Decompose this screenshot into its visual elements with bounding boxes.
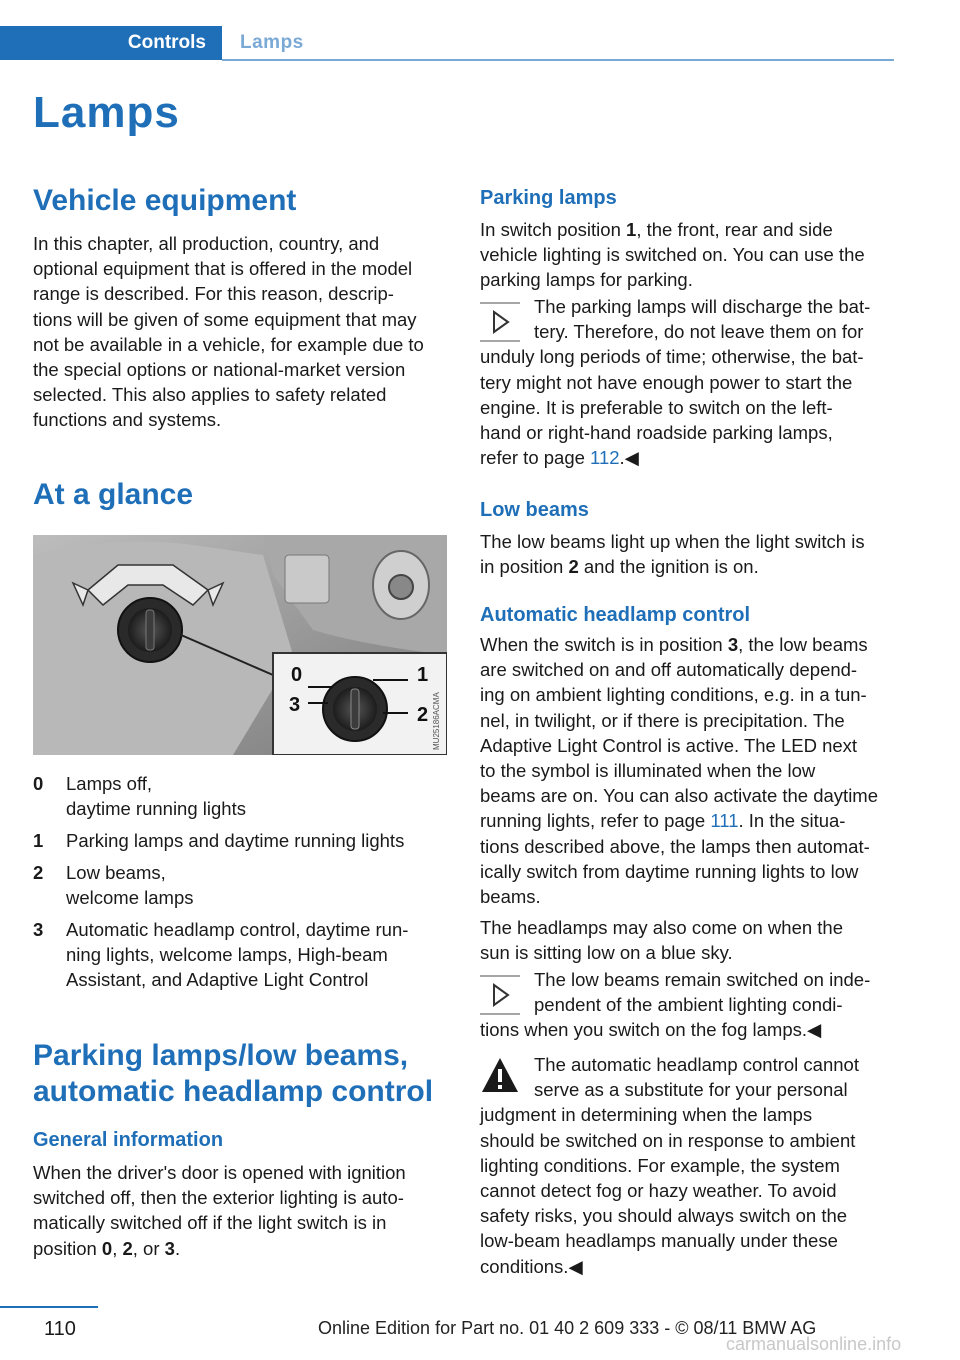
page-link-111[interactable]: 111 bbox=[710, 810, 739, 832]
section-tab-controls[interactable]: Controls bbox=[0, 26, 222, 60]
low-beams-text: The low beams light up when the light switch is in position 2 and the ignition is on. bbox=[480, 531, 865, 578]
watermark: carmanualsonline.info bbox=[726, 1334, 902, 1354]
figure-label-2: 2 bbox=[417, 704, 429, 726]
page-link-112[interactable]: 112 bbox=[590, 447, 620, 469]
legend-num-1: 1 bbox=[33, 830, 44, 851]
heading-general-information: General information bbox=[33, 1129, 224, 1151]
heading-parking-lamps-low-beams: Parking lamps/low beams, automatic headlamp control bbox=[33, 1039, 434, 1108]
figure-label-1: 1 bbox=[417, 664, 429, 686]
page-number: 110 bbox=[44, 1318, 76, 1340]
vehicle-equipment-text: In this chapter, all production, country, and optional equipment that is offered in the model range is described. For this reason, descrip- tions will be given of some equipment that may not be available in a vehicle, for example due to the special options or national-market version selected. This also applies to safety related functions and systems. bbox=[33, 233, 424, 431]
header-rule bbox=[222, 59, 894, 61]
parking-lamps-note: The parking lamps will discharge the bat- tery. Therefore, do not leave them on for unduly long periods of time; otherwise, the bat- tery might not have enough power to start the engine. It is preferable to switch on the left- hand or right-hand roadside parking lamps, refer to page 112.◀ bbox=[480, 296, 871, 469]
fog-lamps-note: The low beams remain switched on inde- pendent of the ambient lighting condi- tions when you switch on the fog lamps.◀ bbox=[480, 969, 871, 1041]
headlamps-low-sun-text: The headlamps may also come on when the sun is sitting low on a blue sky. bbox=[480, 917, 844, 964]
parking-lamps-text: In switch position 1, the front, rear and side vehicle lighting is switched on. You can use the parking lamps for parking. bbox=[480, 219, 865, 291]
light-switch-figure bbox=[33, 535, 447, 755]
legend-num-0: 0 bbox=[33, 773, 44, 794]
light-switch-illustration bbox=[33, 535, 447, 755]
legend-text-0: Lamps off, daytime running lights bbox=[66, 773, 246, 820]
legend-text-3: Automatic headlamp control, daytime run- ning lights, welcome lamps, High-beam Assistant, and Adaptive Light Control bbox=[66, 919, 409, 991]
heading-at-a-glance: At a glance bbox=[33, 478, 194, 511]
heading-automatic-headlamp-control: Automatic headlamp control bbox=[480, 604, 751, 626]
heading-vehicle-equipment: Vehicle equipment bbox=[33, 184, 297, 217]
figure-code: MU25186ACMA bbox=[432, 692, 441, 750]
automatic-headlamp-text: When the switch is in position 3, the low beams are switched on and off automatically depend- ing on ambient lighting conditions, e.g. in a tun- nel, in twilight, or if there is precipitation. The Adaptive Light Control is active. The LED next to the symbol is illuminated when the low beams are on. You can also activate the daytime running lights, refer to page 111. In the situa- tions described above, the lamps then automat- ically switch from daytime running lights to low beams. bbox=[480, 634, 879, 908]
figure-label-3: 3 bbox=[289, 694, 301, 716]
heading-parking-lamps: Parking lamps bbox=[480, 187, 617, 209]
figure-label-0: 0 bbox=[291, 664, 303, 686]
legend-text-1: Parking lamps and daytime running lights bbox=[66, 830, 405, 851]
footer-rule bbox=[0, 1306, 98, 1308]
general-information-text: When the driver's door is opened with ignition switched off, then the exterior lighting is auto- matically switched off if the light switch is in position 0, 2, or 3. bbox=[33, 1162, 406, 1259]
legend-text-2: Low beams, welcome lamps bbox=[66, 862, 194, 909]
footer-edition: Online Edition for Part no. 01 40 2 609 333 - © 08/11 BMW AG bbox=[318, 1318, 817, 1338]
page-title: Lamps bbox=[33, 88, 180, 137]
heading-low-beams: Low beams bbox=[480, 499, 589, 521]
legend-num-3: 3 bbox=[33, 919, 44, 940]
automatic-headlamp-warning: The automatic headlamp control cannot serve as a substitute for your personal judgment in determining when the lamps should be switched on in response to ambient lighting conditions. For example, the system cannot detect fog or hazy weather. To avoid safety risks, you should always switch on the low-beam headlamps manually under these conditions.◀ bbox=[480, 1054, 859, 1277]
chapter-tab-lamps[interactable]: Lamps bbox=[240, 32, 304, 53]
legend-num-2: 2 bbox=[33, 862, 44, 883]
